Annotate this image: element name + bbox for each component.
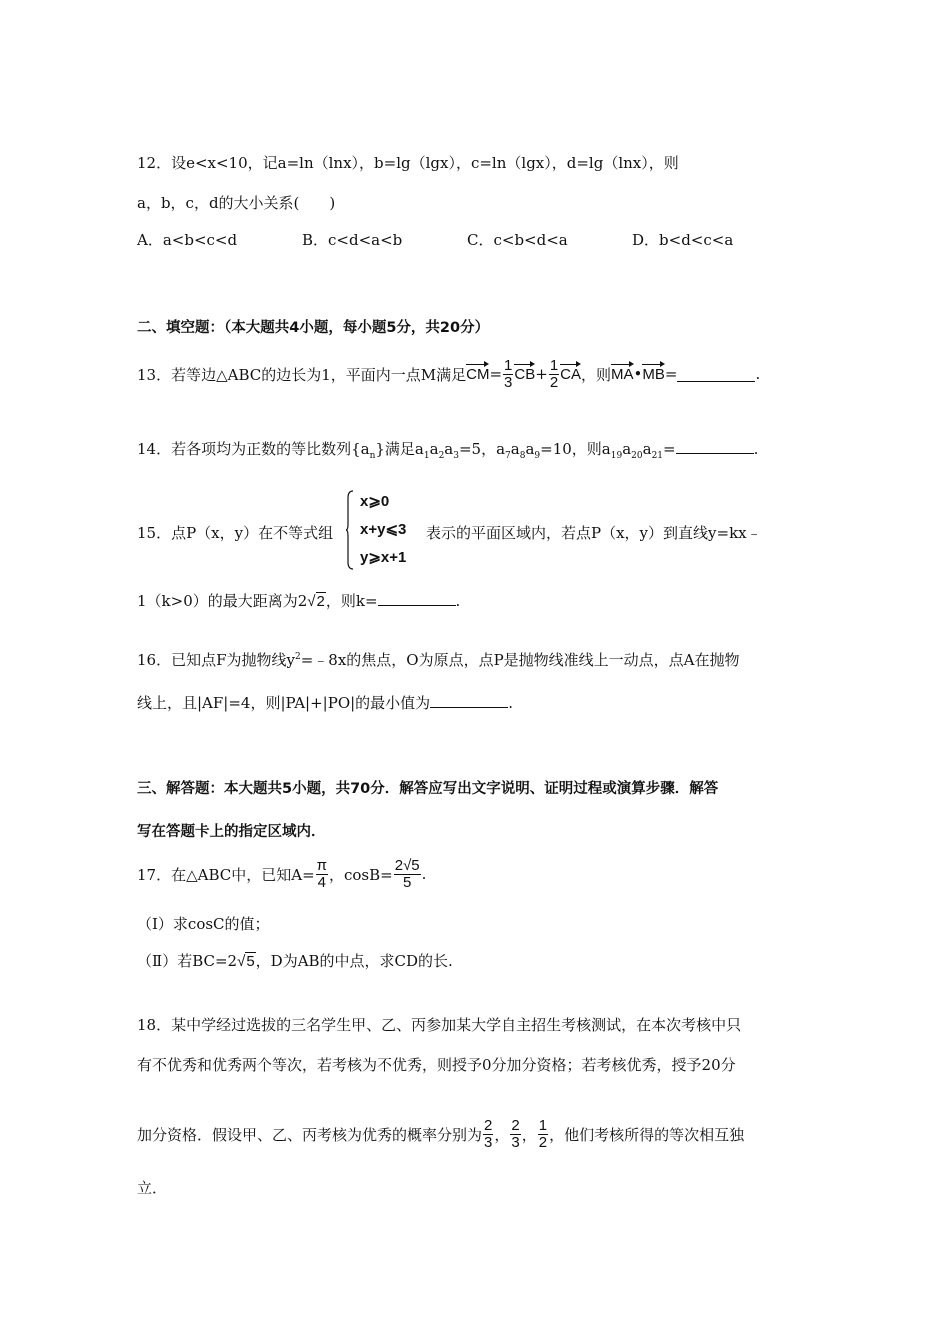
q14-text4: =10，则a xyxy=(540,440,611,458)
frac-num: 1 xyxy=(538,1116,548,1134)
q15-line1a: 15．点P（x，y）在不等式组 xyxy=(137,524,334,542)
frac-den: 3 xyxy=(484,1133,493,1151)
q16-line2 xyxy=(137,692,513,713)
q13-plus: + xyxy=(535,365,548,383)
sub: 3 xyxy=(453,451,459,461)
q13-prefix: 13．若等边△ABC的边长为1，平面内一点M满足 xyxy=(137,365,467,384)
inequality-3: y⩾x+1 xyxy=(360,549,407,566)
q12-option-a: A．a<b<c<d xyxy=(137,231,238,249)
q12-option-c: C．c<b<d<a xyxy=(467,231,568,249)
frac-num: 1 xyxy=(504,356,513,374)
q18-line4: 立． xyxy=(137,1179,168,1197)
q18-line3 xyxy=(137,1112,744,1156)
q12-line2: a，b，c，d的大小关系( ) xyxy=(137,194,336,212)
frac-num: 2 xyxy=(484,1116,493,1134)
brace-icon xyxy=(346,490,354,570)
frac-den: 3 xyxy=(504,373,513,391)
q13-frac1 xyxy=(503,358,513,391)
q17-text-b: ，cosB= xyxy=(329,865,393,884)
q17-frac-cosb xyxy=(394,858,421,891)
prob-frac-1 xyxy=(483,1118,493,1151)
q13-dot: • xyxy=(633,365,643,383)
frac-den: 3 xyxy=(511,1133,520,1151)
vector-cm: CM xyxy=(466,365,490,383)
q14-text5: = xyxy=(663,440,676,458)
q12-option-b: B．c<d<a<b xyxy=(302,231,403,249)
sub: 20 xyxy=(631,451,643,461)
q13-frac2 xyxy=(549,358,559,391)
answer-blank xyxy=(378,591,456,606)
q16-line1b: =﹣8x的焦点，O为原点，点P是抛物线准线上一动点，点A在抛物 xyxy=(300,651,740,669)
sub: 19 xyxy=(610,451,623,461)
q15-end: . xyxy=(455,592,461,610)
q13-eq2: = xyxy=(664,365,678,383)
frac-den: 4 xyxy=(317,873,326,891)
vector-ma: MA xyxy=(611,365,634,383)
sub: 2 xyxy=(438,451,445,461)
q18-line3b: ，他们考核所得的等次相互独 xyxy=(549,1125,745,1144)
section2-heading: 二、填空题：（本大题共4小题，每小题5分，共20分） xyxy=(137,320,490,336)
frac-den: 5 xyxy=(403,873,412,891)
q17-part2a: （Ⅱ）若BC=2 xyxy=(137,952,238,970)
vector-cb: CB xyxy=(514,365,536,383)
answer-blank xyxy=(677,367,755,382)
sup: 2 xyxy=(294,652,301,662)
q17-end: . xyxy=(421,865,427,883)
q18-line1: 18．某中学经过选拔的三名学生甲、乙、丙参加某大学自主招生考核测试，在本次考核中只 xyxy=(137,1016,742,1034)
q18-line3a: 加分资格．假设甲、乙、丙考核为优秀的概率分别为 xyxy=(137,1125,483,1144)
q14-text2: }满足a xyxy=(375,440,424,458)
q17-text-a: 17．在△ABC中，已知A= xyxy=(137,865,315,884)
answer-blank xyxy=(676,439,754,454)
q14: 14．若各项均为正数的等比数列$\{a_n\}$满足$a_1a_2a_3=5$，$a_7a_8a_9=10$，则$a_{19}a_{20}a_{21}=$ . xyxy=(137,440,759,461)
q17-frac-pi xyxy=(316,858,328,891)
q13-end: . xyxy=(755,365,761,383)
q13 xyxy=(137,355,760,393)
sub: 7 xyxy=(505,451,511,461)
separator: ， xyxy=(521,1125,537,1144)
q15-line2a: 1（k>0）的最大距离为2 xyxy=(137,592,308,610)
q15-line2 xyxy=(137,590,460,611)
sub: 21 xyxy=(651,451,664,461)
q16-line1a: 16．已知点F为抛物线y xyxy=(137,651,295,669)
sub: n xyxy=(369,451,376,461)
vector-ca: CA xyxy=(560,365,581,383)
frac-num: π xyxy=(316,856,327,874)
q16-end: . xyxy=(508,694,513,712)
q15-line1b: 表示的平面区域内，若点P（x，y）到直线y=kx﹣ xyxy=(426,524,762,542)
separator: ， xyxy=(494,1125,510,1144)
prob-frac-2 xyxy=(510,1118,520,1151)
section3-heading-line2: 写在答题卡上的指定区域内． xyxy=(137,824,326,840)
frac-num: 1 xyxy=(549,356,559,374)
inequality-2: x+y⩽3 xyxy=(360,521,407,538)
frac-num: 2 xyxy=(511,1116,520,1134)
q17-part2 xyxy=(137,950,453,971)
section3-heading-line1: 三、解答题：本大题共5小题，共70分．解答应写出文字说明、证明过程或演算步骤．解答 xyxy=(137,781,719,797)
sub: 8 xyxy=(519,451,526,461)
q17-stem xyxy=(137,852,426,896)
q15-line2b: ，则k= xyxy=(325,592,378,610)
vector-mb: MB xyxy=(642,365,665,383)
radicand: 2 xyxy=(316,593,325,610)
prob-frac-3 xyxy=(538,1118,548,1151)
q13-mid: ，则 xyxy=(581,365,612,384)
answer-blank xyxy=(430,693,508,708)
sqrt: √2 xyxy=(307,593,325,610)
q14-text1: 14．若各项均为正数的等比数列{a xyxy=(137,440,370,458)
inequality-1: x⩾0 xyxy=(360,493,390,510)
frac-den: 2 xyxy=(549,373,559,391)
sub: 1 xyxy=(423,451,430,461)
q16-line2-text: 线上，且|AF|=4，则|PA|+|PO|的最小值为 xyxy=(137,694,431,712)
q13-eq: = xyxy=(489,365,503,383)
q12-option-d: D．b<d<c<a xyxy=(632,231,734,249)
q16-line1 xyxy=(137,649,740,670)
sqrt: √5 xyxy=(237,953,255,970)
sub: 9 xyxy=(534,451,541,461)
q17-part2b: ，D为AB的中点，求CD的长. xyxy=(255,952,453,970)
frac-num: 2√5 xyxy=(394,856,420,874)
q17-part1: （Ⅰ）求cosC的值； xyxy=(137,915,270,933)
q12-line1: 12．设e<x<10，记a=ln（lnx），b=lg（lgx），c=ln（lgx），d=lg（lnx），则 xyxy=(137,154,679,172)
q14-end: . xyxy=(753,440,759,458)
q18-line2: 有不优秀和优秀两个等次，若考核为不优秀，则授予0分加分资格；若考核优秀，授予20分 xyxy=(137,1056,736,1074)
q14-text3: =5，a xyxy=(458,440,506,458)
radicand: 5 xyxy=(246,953,255,970)
frac-den: 2 xyxy=(538,1133,548,1151)
